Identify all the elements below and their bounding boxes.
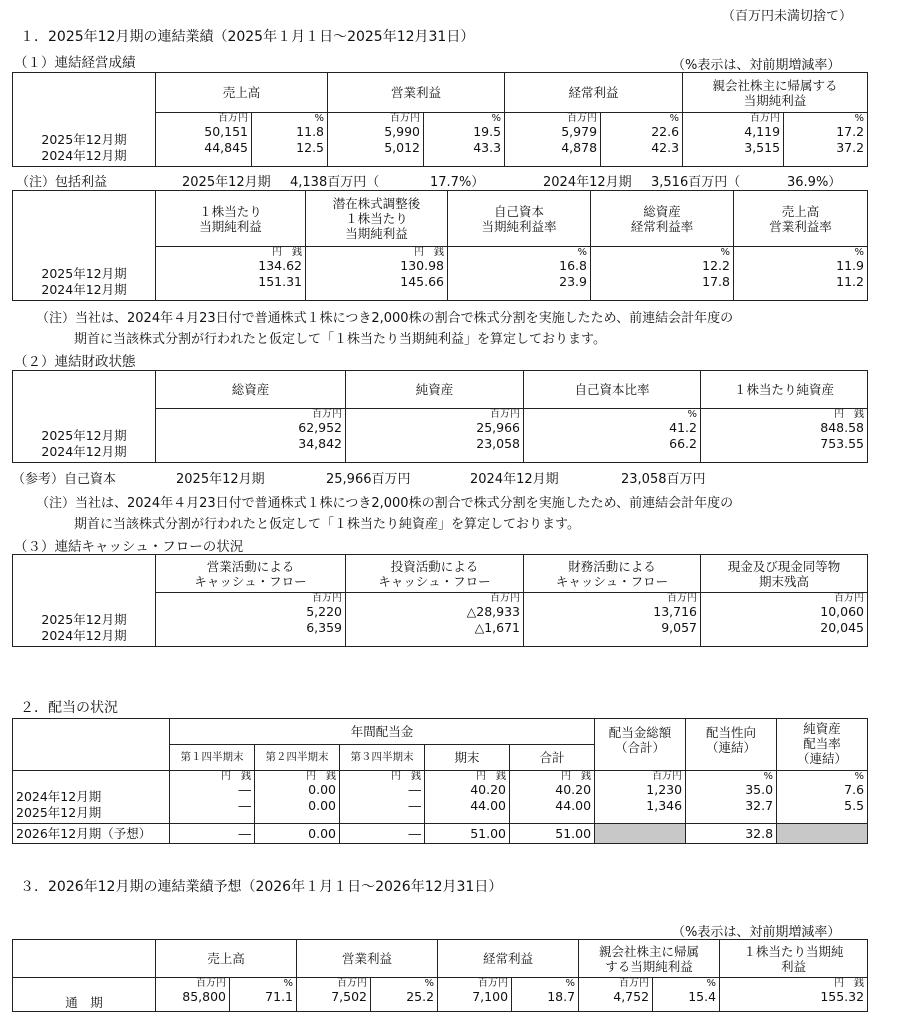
comprehensive-income-label: （注）包括利益 xyxy=(16,175,108,190)
dividends-table xyxy=(12,718,868,844)
forecast-table xyxy=(12,939,868,1012)
cell: 25.2 xyxy=(406,989,435,1004)
header-diluted-2: １株当たり xyxy=(345,211,408,226)
unit: 百万円 xyxy=(312,409,342,420)
comprehensive-period-2: 2024年12月期 xyxy=(543,175,632,190)
header-total-assets: 総資産 xyxy=(231,381,270,397)
cell: 44,845 xyxy=(204,140,248,155)
header-sales: 売上高 xyxy=(222,84,261,100)
cell: 151.31 xyxy=(258,274,302,289)
unit: 百万円 xyxy=(390,113,421,124)
cell: 25,966 xyxy=(476,420,520,435)
section1-title: １．2025年12月期の連結業績（2025年１月１日～2025年12月31日） xyxy=(20,29,475,45)
row-label: 2024年12月期 xyxy=(41,628,127,643)
cell: 5.5 xyxy=(844,798,865,813)
cell: 34,842 xyxy=(298,436,342,451)
unit: % xyxy=(687,409,697,420)
cell: 848.58 xyxy=(820,420,864,435)
cell: 18.7 xyxy=(547,989,576,1004)
comprehensive-value-1: 4,138百万円（ xyxy=(290,175,380,190)
header-roa-1: 総資産 xyxy=(643,203,681,219)
header-bps: １株当たり純資産 xyxy=(733,381,834,397)
eps-note-line1: （注）当社は、2024年４月23日付で普通株式１株につき2,000株の割合で株式分割を実施したため、前連結会計年度の xyxy=(36,311,734,326)
header-net-income-line2: 当期純利益 xyxy=(743,92,807,108)
cell: 32.7 xyxy=(745,798,774,813)
unit: 百万円 xyxy=(619,978,650,989)
row-label-full-year: 通 期 xyxy=(65,994,103,1010)
row-label-forecast: 2026年12月期（予想） xyxy=(16,825,152,841)
cash-flow-table xyxy=(12,554,868,647)
equity-ref-value-2: 23,058百万円 xyxy=(621,472,706,487)
sub1-title: （１）連結経営成績 xyxy=(14,55,136,71)
unit: 百万円 xyxy=(834,593,864,604)
header-diluted-3: 当期純利益 xyxy=(345,226,408,241)
cell: 155.32 xyxy=(820,989,865,1004)
cell: ― xyxy=(408,825,421,841)
row-label: 2024年12月期 xyxy=(41,444,127,459)
unit: 円 銭 xyxy=(414,247,444,258)
header-cash-2: 期末残高 xyxy=(758,573,809,589)
cell: 40.20 xyxy=(555,782,592,797)
fc-header-eps-2: 利益 xyxy=(781,958,807,974)
cell: 0.00 xyxy=(308,825,336,841)
unit: % xyxy=(854,771,865,782)
cell: 19.5 xyxy=(473,124,502,139)
unit: % xyxy=(763,771,774,782)
cell: 5,990 xyxy=(384,124,421,139)
header-margin-1: 売上高 xyxy=(781,203,820,219)
header-payout-2: （連結） xyxy=(706,740,757,755)
equity-ref-label: （参考）自己資本 xyxy=(12,472,117,487)
header-q2: 第２四半期末 xyxy=(265,750,329,763)
header-operating-income: 営業利益 xyxy=(391,84,442,100)
cell: 7.6 xyxy=(844,782,865,797)
cell: 50,151 xyxy=(204,124,248,139)
fc-header-eps-1: １株当たり当期純 xyxy=(743,943,844,959)
sub1-note: （%表示は、対前期増減率） xyxy=(672,58,841,73)
header-equity-ratio: 自己資本比率 xyxy=(574,381,650,397)
cell: 44.00 xyxy=(470,798,506,813)
header-fcf-2: キャッシュ・フロー xyxy=(555,573,669,589)
fc-header-net-1: 親会社株主に帰属 xyxy=(599,943,700,959)
header-payout-1: 配当性向 xyxy=(706,725,757,740)
header-year-end: 期末 xyxy=(454,749,480,765)
unit: 百万円 xyxy=(218,113,248,124)
fc-header-net-2: する当期純利益 xyxy=(605,958,693,974)
header-fcf-1: 財務活動による xyxy=(568,558,656,574)
shaded-cell xyxy=(595,824,686,844)
header-total: 合計 xyxy=(539,749,565,765)
cell: ― xyxy=(408,782,421,797)
unit: 百万円 xyxy=(652,771,683,782)
units-note: （百万円未満切捨て） xyxy=(722,9,853,24)
header-eps-2: 当期純利益 xyxy=(199,218,262,234)
header-eps-1: １株当たり xyxy=(199,203,262,219)
row-label: 2024年12月期 xyxy=(16,789,102,804)
unit: 百万円 xyxy=(667,593,697,604)
header-total-div-1: 配当金総額 xyxy=(608,725,672,740)
cell: 6,359 xyxy=(306,620,342,635)
sub2-title: （２）連結財政状態 xyxy=(14,354,136,370)
cell: 40.20 xyxy=(470,782,506,797)
unit: % xyxy=(577,247,587,258)
header-net-income-line1: 親会社株主に帰属する xyxy=(712,77,838,93)
comprehensive-period-1: 2025年12月期 xyxy=(182,175,271,190)
cell: 44.00 xyxy=(555,798,592,813)
cell: 7,502 xyxy=(331,989,368,1004)
financial-position-table xyxy=(12,370,868,463)
unit: 円 銭 xyxy=(476,771,506,782)
cell: 4,119 xyxy=(744,124,781,139)
header-ocf-2: キャッシュ・フロー xyxy=(194,573,307,589)
cell: 11.2 xyxy=(836,274,864,289)
header-icf-1: 投資活動による xyxy=(390,558,479,574)
cell: 71.1 xyxy=(265,989,294,1004)
cell: 0.00 xyxy=(308,798,336,813)
cell: 16.8 xyxy=(559,258,587,273)
cell: 12.2 xyxy=(702,258,730,273)
cell: 13,716 xyxy=(653,604,697,619)
equity-ref-period-2: 2024年12月期 xyxy=(470,472,559,487)
cell: △1,671 xyxy=(474,620,520,635)
cell: 43.3 xyxy=(473,140,502,155)
cell: ― xyxy=(408,798,421,813)
cell: 5,979 xyxy=(561,124,598,139)
unit: 円 銭 xyxy=(272,247,302,258)
unit: 百万円 xyxy=(490,409,520,420)
per-share-table xyxy=(12,190,868,301)
unit: % xyxy=(669,113,680,124)
header-q3: 第３四半期末 xyxy=(350,750,414,763)
comprehensive-rate-2: 36.9%） xyxy=(787,175,842,190)
fc-header-ordinary: 経常利益 xyxy=(483,950,534,966)
unit: 円 銭 xyxy=(561,771,592,782)
bps-note-line1: （注）当社は、2024年４月23日付で普通株式１株につき2,000株の割合で株式分割を実施したため、前連結会計年度の xyxy=(36,496,734,511)
cell: 22.6 xyxy=(651,124,680,139)
cell: 17.2 xyxy=(836,124,865,139)
cell: 145.66 xyxy=(400,274,444,289)
operating-results-table xyxy=(12,72,868,167)
unit: 円 銭 xyxy=(834,409,864,420)
cell: 51.00 xyxy=(470,825,506,841)
cell: 62,952 xyxy=(298,420,342,435)
header-annual-dividend: 年間配当金 xyxy=(350,723,414,739)
cell: 32.8 xyxy=(745,825,774,841)
cell: 15.4 xyxy=(688,989,717,1004)
header-diluted-1: 潜在株式調整後 xyxy=(332,196,421,211)
cell: 35.0 xyxy=(745,782,774,797)
row-label: 2024年12月期 xyxy=(41,282,127,297)
unit: % xyxy=(314,113,325,124)
row-label: 2024年12月期 xyxy=(41,148,127,163)
cell: 20,045 xyxy=(820,620,864,635)
unit: 百万円 xyxy=(478,978,509,989)
unit: 円 銭 xyxy=(391,771,421,782)
cell: 12.5 xyxy=(296,140,325,155)
cell: 85,800 xyxy=(182,989,226,1004)
unit: 円 銭 xyxy=(834,978,865,989)
unit: % xyxy=(854,113,865,124)
unit: 百万円 xyxy=(490,593,520,604)
cell: 51.00 xyxy=(555,825,592,841)
shaded-cell xyxy=(777,824,868,844)
sub3-title: （３）連結キャッシュ・フローの状況 xyxy=(14,539,244,555)
unit: 百万円 xyxy=(196,978,226,989)
header-margin-2: 営業利益率 xyxy=(769,218,832,234)
cell: 9,057 xyxy=(661,620,697,635)
cell: 753.55 xyxy=(820,436,864,451)
unit: 百万円 xyxy=(312,593,342,604)
unit: 百万円 xyxy=(337,978,368,989)
unit: % xyxy=(283,978,294,989)
unit: % xyxy=(491,113,502,124)
cell: △28,933 xyxy=(466,604,520,619)
cell: ― xyxy=(238,782,251,797)
header-icf-2: キャッシュ・フロー xyxy=(378,573,491,589)
cell: 37.2 xyxy=(836,140,865,155)
cell: ― xyxy=(238,825,251,841)
header-total-div-2: （合計） xyxy=(615,740,666,755)
cell: 66.2 xyxy=(669,436,697,451)
cell: 4,752 xyxy=(613,989,650,1004)
row-label: 2025年12月期 xyxy=(16,805,102,820)
header-ocf-1: 営業活動による xyxy=(206,558,295,574)
cell: 17.8 xyxy=(702,274,730,289)
eps-note-line2: 期首に当該株式分割が行われたと仮定して「１株当たり当期純利益」を算定しております。 xyxy=(74,332,606,347)
cell: 10,060 xyxy=(820,604,864,619)
fc-header-sales: 売上高 xyxy=(207,950,245,966)
cell: 130.98 xyxy=(400,258,444,273)
cell: 134.62 xyxy=(258,258,302,273)
cell: 0.00 xyxy=(308,782,336,797)
section2-title: ２．配当の状況 xyxy=(20,700,118,716)
equity-ref-period-1: 2025年12月期 xyxy=(176,472,265,487)
row-label: 2025年12月期 xyxy=(41,428,127,443)
cell: 4,878 xyxy=(561,140,598,155)
bps-note-line2: 期首に当該株式分割が行われたと仮定して「１株当たり純資産」を算定しております。 xyxy=(74,517,580,532)
header-roe-1: 自己資本 xyxy=(493,203,544,219)
header-ordinary-income: 経常利益 xyxy=(568,84,619,100)
cell: 1,230 xyxy=(646,782,683,797)
cell: 11.9 xyxy=(836,258,864,273)
cell: 23,058 xyxy=(476,436,520,451)
cell: 42.3 xyxy=(651,140,680,155)
unit: 円 銭 xyxy=(306,771,336,782)
cell: 41.2 xyxy=(669,420,697,435)
header-doe-1: 純資産 xyxy=(803,721,841,736)
cell: 11.8 xyxy=(296,124,325,139)
unit: 円 銭 xyxy=(221,771,251,782)
unit: % xyxy=(706,978,717,989)
header-doe-3: （連結） xyxy=(797,751,848,766)
cell: 23.9 xyxy=(559,274,587,289)
comprehensive-rate-1: 17.7%） xyxy=(430,175,485,190)
unit: % xyxy=(565,978,576,989)
header-roe-2: 当期純利益率 xyxy=(481,218,557,234)
section3-note: （%表示は、対前期増減率） xyxy=(672,925,841,940)
row-label: 2025年12月期 xyxy=(41,612,127,627)
unit: 百万円 xyxy=(567,113,598,124)
cell: ― xyxy=(238,798,251,813)
row-label: 2025年12月期 xyxy=(41,132,127,147)
cell: 1,346 xyxy=(646,798,683,813)
equity-ref-value-1: 25,966百万円 xyxy=(326,472,411,487)
cell: 7,100 xyxy=(472,989,509,1004)
header-q1: 第１四半期末 xyxy=(180,750,244,763)
cell: 3,515 xyxy=(744,140,781,155)
unit: % xyxy=(424,978,435,989)
comprehensive-value-2: 3,516百万円（ xyxy=(651,175,741,190)
header-roa-2: 経常利益率 xyxy=(630,218,694,234)
unit: 百万円 xyxy=(750,113,781,124)
header-cash-1: 現金及び現金同等物 xyxy=(727,558,841,574)
header-doe-2: 配当率 xyxy=(803,736,841,751)
section3-title: ３．2026年12月期の連結業績予想（2026年１月１日～2026年12月31日） xyxy=(20,879,503,895)
unit: % xyxy=(854,247,864,258)
row-label: 2025年12月期 xyxy=(41,266,127,281)
cell: 5,012 xyxy=(384,140,421,155)
cell: 5,220 xyxy=(306,604,342,619)
unit: % xyxy=(720,247,730,258)
header-net-assets: 純資産 xyxy=(415,381,454,397)
fc-header-operating: 営業利益 xyxy=(342,950,393,966)
